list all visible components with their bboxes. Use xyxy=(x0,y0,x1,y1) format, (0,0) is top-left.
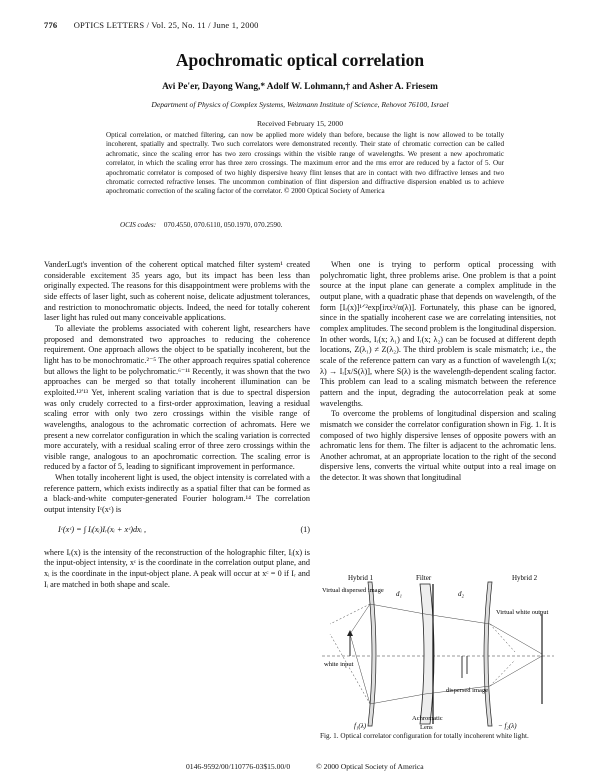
page-number: 776 xyxy=(44,20,58,30)
label-achromatic: Achromatic xyxy=(412,715,443,722)
label-dispersed-image: dispersed image xyxy=(446,687,489,694)
paragraph: When one is trying to perform optical processing with polychromatic light, three problems arise. One problem is that a point source at the input plane can generate a complex amplitude in the output plane, with a quadratic phase that depends on wavelength, of the form [Iᵣ(x)]¹ᐟ²exp[iπx²/α(λ)]. Fortunately, this phase can be ignored, since in the spatially incoherent case we are correlating intensities, not complex amplitudes. The second problem is the longitudinal dispersion. In other words, Iᵣ(x; λ₁) and Iᵣ(x; λ₂) can be focused at different depth locations, Z(λ₁) ≠ Z(λ₂). The third problem is scale mismatch; i.e., the scale of the reference pattern can vary as a function of wavelength Iᵣ(x; λ) → Iᵣ[x/S(λ)], where S(λ) is the wavelength-dependent scaling factor. This problem can lead to a scaling mismatch between the reference pattern and the input, degrading the autocorrelation peak at some wavelengths. xyxy=(320,260,556,408)
equation-1 xyxy=(44,525,310,539)
label-lens: Lens xyxy=(420,724,433,731)
label-virtual-dispersed: Virtual dispersed image xyxy=(322,587,384,594)
figure-1 xyxy=(320,574,556,744)
paragraph: VanderLugt's invention of the coherent optical matched filter system¹ created considerable excitement 35 years ago, but its impact has been less than originally expected. The reasons for this disappointment were problems with the side effects of laser light, such as coherent noise, delicate adjustment tolerances, and restriction to monochromatic objects. Indeed, the need for totally coherent laser light has ruled out many conceivable applications. xyxy=(44,260,310,323)
paper-title: Apochromatic optical correlation xyxy=(175,50,425,70)
equation-number: (1) xyxy=(300,524,310,534)
ocis-label: OCIS codes: xyxy=(120,221,157,229)
paragraph: To overcome the problems of longitudinal dispersion and scaling mismatch we consider the correlator configuration shown in Fig. 1. It is composed of two highly dispersive lenses of opposite powers with an achromatic lens for them. The filter is adjacent to the achromatic lens. Another achromat, at an appropriate location to the right of the second dispersive lens, converts the virtual white output into a real image on the detector. It was shown that longitudinal xyxy=(320,409,556,483)
abstract: Optical correlation, or matched filtering, can now be applied more widely than before, because the light is now allowed to be totally incoherent, spatially and spectrally. Two such correlators were demonstrated recently. Their state of chromatic correction can be called achromatic, since the scaling error has two zero crossings within the visible range of wavelengths. We present a new apochromatic correlator, in which the scaling error has three zero crossings. The maximum error and the rms error are reduced by a factor of 5. Our apochromatic correlator is composed of two highly dispersive heavy flint lenses that are in contact with two diffractive lenses and two chromatic corrected refractive lenses. The uncommon combination of flint dispersion and diffractive dispersion enabled us to achieve apochromatic correction of the scaling factor of the correlator. © 2000 Optical Society of America xyxy=(106,131,504,196)
hybrid-lens-1 xyxy=(368,582,376,726)
correlator-diagram xyxy=(320,574,556,732)
label-f1: f₁(λ) xyxy=(354,722,367,730)
affiliation: Department of Physics of Complex Systems, Weizmann Institute of Science, Rehovot 76100, Israel xyxy=(151,100,449,109)
left-column xyxy=(44,260,310,590)
right-column xyxy=(320,260,556,484)
figure-caption: Fig. 1. Optical correlator configuration for totally incoherent white light. xyxy=(320,732,529,740)
article-code: 0146-9592/00/110776-03$15.00/0 xyxy=(186,762,291,771)
ocis-codes xyxy=(120,221,282,229)
ocis-code-list: 070.4550, 070.6110, 050.1970, 070.2590. xyxy=(163,221,283,229)
running-header xyxy=(44,20,259,30)
label-filter: Filter xyxy=(416,574,432,582)
paragraph: where Iᵣ(x) is the intensity of the reconstruction of the holographic filter, Iᵢ(x) is the input-object intensity, xᶜ is the coordinate in the correlation output plane, and xᵢ is the coordinate in the input-object plane. A peak will occur at xᶜ = 0 if Iᵣ and Iᵢ are matched in both shape and scale. xyxy=(44,547,310,589)
label-virtual-white: Virtual white output xyxy=(496,609,549,616)
journal-citation: OPTICS LETTERS / Vol. 25, No. 11 / June 1, 2000 xyxy=(73,20,259,30)
equation-body: Iᶜ(xᶜ) = ∫ Iᵢ(xᵢ)Iᵣ(xᵢ + xᶜ)dxᵢ , xyxy=(58,524,147,534)
label-white-input: white input xyxy=(324,661,354,668)
hybrid-lens-2 xyxy=(484,582,492,726)
received-date: Received February 15, 2000 xyxy=(256,119,344,128)
label-hybrid-2: Hybrid 2 xyxy=(512,574,538,582)
label-f2: − f₂(λ) xyxy=(498,722,517,730)
ray-bundle xyxy=(330,604,542,704)
label-d1: d₁ xyxy=(396,590,402,598)
author-list: Avi Pe'er, Dayong Wang,* Adolf W. Lohmann,† and Asher A. Friesem xyxy=(162,82,438,92)
label-hybrid-1: Hybrid 1 xyxy=(348,574,374,582)
paragraph: To alleviate the problems associated with coherent light, researchers have proposed and demonstrated two approaches to reducing the coherence requirement. One approach allows the object to be spatially incoherent, but the light has to be monochromatic.²⁻⁵ The other approach requires spatial coherence but allows the light to be polychromatic.⁶⁻¹¹ Recently, it was shown that the two approaches can be merged so that totally incoherent illumination can be exploited.¹²ʹ¹³ Yet, inherent scaling variation that is due to spectral dispersion was only crudely corrected to a first-order approximation, leaving a residual scaling error with only two zero crossings within the visible range of wavelengths, analogous to the achromatic correction of achromats. Here we present a new correlator configuration in which the scaling variation is corrected more accurately, with a residual scaling error of three zero crossings within the visible range, analogous to an apochromatic correction. The scaling error is reduced by a factor of 5, leading to significant improvement in performance. xyxy=(44,323,310,472)
label-d2: d₂ xyxy=(458,590,464,598)
paragraph: When totally incoherent light is used, the object intensity is correlated with a reference pattern, which exists indirectly as a spatial filter that can be formed as a black-and-white computer-generated Fourier hologram.¹⁴ The correlation output intensity Iᶜ(xᶜ) is xyxy=(44,473,310,515)
achromatic-lens xyxy=(420,584,434,724)
copyright: © 2000 Optical Society of America xyxy=(316,762,424,771)
